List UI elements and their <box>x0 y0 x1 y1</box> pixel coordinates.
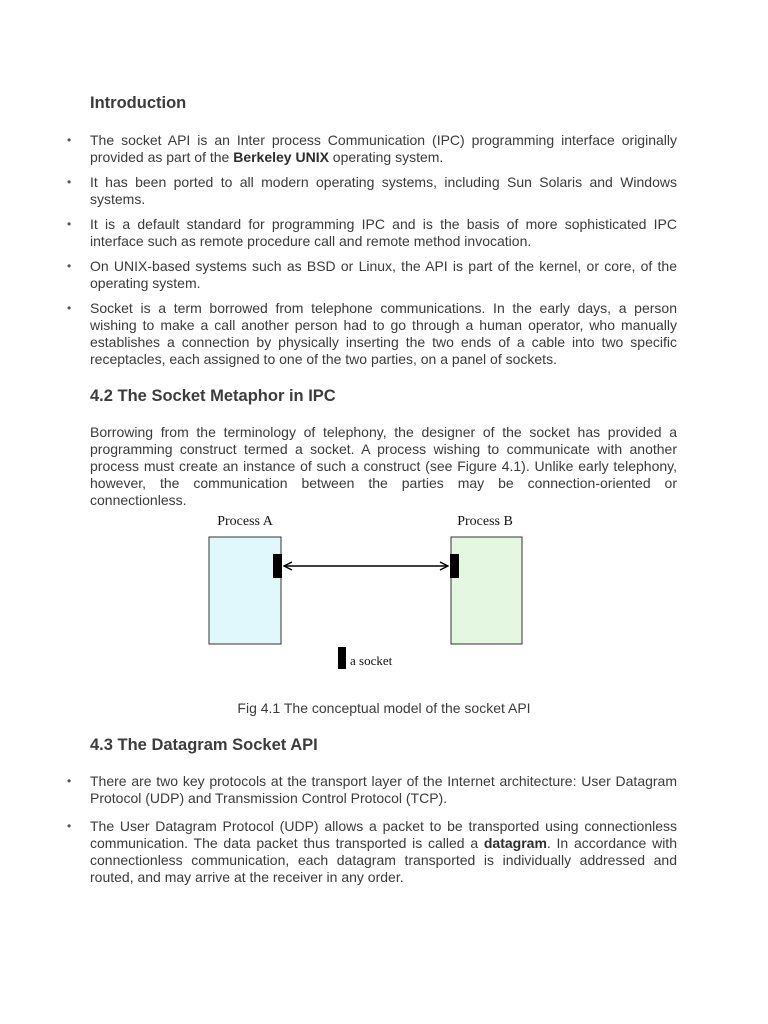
list-item: • The socket API is an Inter process Communication (IPC) programming interface originally provided as part of the Berkeley UNIX operating system. <box>67 132 677 165</box>
process-b-box <box>451 537 522 644</box>
section-4-2-paragraph: Borrowing from the terminology of telephony, the designer of the socket has provided a programming construct termed a socket. A process wishing to communicate with another process must create an instance of such a construct (see Figure 4.1). Unlike early telephony, however, the communication between the parties may be connection-oriented or connectionless. <box>90 424 677 508</box>
section-4-3-heading: 4.3 The Datagram Socket API <box>90 736 318 754</box>
section-4-2-heading: 4.2 The Socket Metaphor in IPC <box>90 387 336 405</box>
socket-b-icon <box>450 554 459 578</box>
bullet-icon: • <box>67 774 72 788</box>
socket-a-icon <box>273 554 282 578</box>
figure-caption: Fig 4.1 The conceptual model of the socket API <box>237 700 531 716</box>
berkeley-unix-bold: Berkeley UNIX <box>233 149 329 165</box>
list-item: • It has been ported to all modern operating systems, including Sun Solaris and Windows systems. <box>67 174 677 207</box>
bullet-icon: • <box>67 301 72 315</box>
bullet-icon: • <box>67 217 72 231</box>
list-item: • Socket is a term borrowed from telephone communications. In the early days, a person wishing to make a call another person had to go through a human operator, who manually establishes a connection by physically inserting the two ends of a cable into two specific receptacles, each assigned to one of the two parties, on a panel of sockets. <box>67 300 677 367</box>
socket-model-figure <box>200 508 540 673</box>
legend-socket-icon <box>338 647 346 669</box>
figure-svg <box>200 508 540 673</box>
bullet-icon: • <box>67 133 72 147</box>
list-item: • There are two key protocols at the transport layer of the Internet architecture: User Datagram Protocol (UDP) and Transmission Control Protocol (TCP). <box>67 773 677 806</box>
process-a-label: Process A <box>217 514 273 529</box>
list-item: • It is a default standard for programming IPC and is the basis of more sophisticated IPC interface such as remote procedure call and remote method invocation. <box>67 216 677 249</box>
process-b-label: Process B <box>457 514 513 529</box>
intro-heading: Introduction <box>90 94 187 112</box>
list-item: • On UNIX-based systems such as BSD or Linux, the API is part of the kernel, or core, of the operating system. <box>67 258 677 291</box>
datagram-bold: datagram <box>483 835 547 851</box>
bullet-icon: • <box>67 819 72 833</box>
list-item: • The User Datagram Protocol (UDP) allows a packet to be transported using connectionless communication. The data packet thus transported is called a datagram. In accordance with connectionless communication, each datagram transported is individually addressed and routed, and may arrive at the receiver in any order. <box>67 818 677 885</box>
process-a-box <box>209 537 281 644</box>
bullet-icon: • <box>67 259 72 273</box>
legend-label: a socket <box>350 653 393 668</box>
bullet-icon: • <box>67 175 72 189</box>
